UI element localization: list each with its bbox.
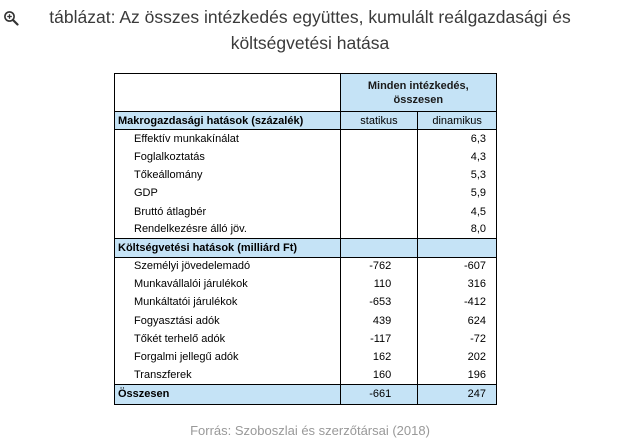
- row-dynamic: 624: [418, 312, 497, 330]
- title-line-1: [0, 4, 620, 30]
- row-label: Tőkét terhelő adók: [115, 330, 341, 348]
- row-dynamic: -412: [418, 293, 497, 311]
- row-static: -653: [340, 293, 418, 311]
- table-row: [115, 184, 497, 202]
- row-dynamic: 202: [418, 348, 497, 366]
- table-row: [115, 166, 497, 184]
- row-dynamic: 5,9: [418, 184, 497, 202]
- table-row: [115, 148, 497, 166]
- table-row: [115, 312, 497, 330]
- table-row: [115, 202, 497, 220]
- table-row: [115, 275, 497, 293]
- total-static: -661: [340, 384, 418, 404]
- row-label: Rendelkezésre álló jöv.: [115, 221, 341, 239]
- impact-table: [114, 73, 497, 405]
- row-label: Foglalkoztatás: [115, 148, 341, 166]
- row-label: Fogyasztási adók: [115, 312, 341, 330]
- row-label: Effektív munkakínálat: [115, 130, 341, 148]
- row-static: -117: [340, 330, 418, 348]
- table-row: [115, 366, 497, 384]
- row-static: 110: [340, 275, 418, 293]
- row-label: GDP: [115, 184, 341, 202]
- header-all-measures: [340, 74, 496, 112]
- row-label: Transzferek: [115, 366, 341, 384]
- table-row: [115, 330, 497, 348]
- col-dynamic-label: dinamikus: [418, 112, 497, 130]
- row-dynamic: 4,3: [418, 148, 497, 166]
- title-text-1: táblázat: Az összes intézkedés együttes, kumulált reálgazdasági és: [49, 7, 571, 27]
- row-label: Bruttó átlagbér: [115, 202, 341, 220]
- row-dynamic: 5,3: [418, 166, 497, 184]
- row-dynamic: 6,3: [418, 130, 497, 148]
- table-title: [0, 4, 620, 56]
- row-dynamic: 4,5: [418, 202, 497, 220]
- budget-dynamic-blank: [418, 239, 497, 257]
- row-static: 162: [340, 348, 418, 366]
- row-label: Forgalmi jellegű adók: [115, 348, 341, 366]
- title-line-2: költségvetési hatása: [230, 33, 390, 53]
- row-dynamic: -72: [418, 330, 497, 348]
- row-static: [340, 130, 418, 148]
- budget-section-row: [115, 239, 497, 257]
- table-row: [115, 257, 497, 275]
- row-label: Személyi jövedelemadó: [115, 257, 341, 275]
- row-static: [340, 148, 418, 166]
- source-caption: Forrás: Szoboszlai és szerzőtársai (2018): [190, 423, 430, 438]
- col-static-label: statikus: [340, 112, 418, 130]
- row-label: Munkavállalói járulékok: [115, 275, 341, 293]
- row-static: [340, 166, 418, 184]
- row-dynamic: 8,0: [418, 221, 497, 239]
- table-row: [115, 293, 497, 311]
- budget-static-blank: [340, 239, 418, 257]
- total-row: [115, 384, 497, 404]
- macro-section-label: Makrogazdasági hatások (százalék): [115, 112, 341, 130]
- row-dynamic: 316: [418, 275, 497, 293]
- row-static: 439: [340, 312, 418, 330]
- total-label: Összesen: [115, 384, 341, 404]
- table-header-row: [115, 74, 497, 112]
- row-static: -762: [340, 257, 418, 275]
- zoom-in-icon[interactable]: [3, 10, 19, 26]
- table-row: [115, 221, 497, 239]
- table-row: [115, 130, 497, 148]
- row-static: [340, 221, 418, 239]
- total-dynamic: 247: [418, 384, 497, 404]
- macro-section-row: [115, 112, 497, 130]
- row-static: [340, 202, 418, 220]
- row-label: Tőkeállomány: [115, 166, 341, 184]
- table-row: [115, 348, 497, 366]
- header-line-2: összesen: [393, 93, 444, 106]
- budget-section-label: Költségvetési hatások (milliárd Ft): [115, 239, 341, 257]
- row-dynamic: -607: [418, 257, 497, 275]
- row-static: 160: [340, 366, 418, 384]
- header-line-1: Minden intézkedés,: [367, 79, 469, 92]
- row-static: [340, 184, 418, 202]
- row-dynamic: 196: [418, 366, 497, 384]
- header-blank-cell: [115, 74, 341, 112]
- row-label: Munkáltatói járulékok: [115, 293, 341, 311]
